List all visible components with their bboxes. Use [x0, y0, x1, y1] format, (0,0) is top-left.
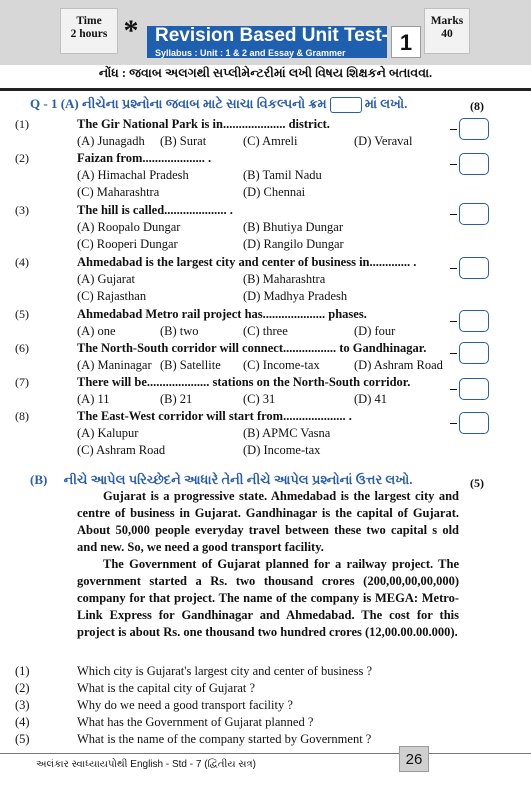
question-text: What is the capital city of Gujarat ?	[77, 681, 256, 695]
marks-value: 40	[441, 28, 453, 40]
time-label: Time	[76, 15, 102, 27]
question-text: The Gir National Park is in.................... district.	[77, 117, 330, 131]
option-b: (B) two	[160, 324, 199, 338]
option-c: (C) Rooperi Dungar	[77, 237, 178, 251]
option-d: (D) 41	[354, 392, 387, 406]
option-a: (A) Kalupur	[77, 426, 139, 440]
question-text: The North-South corridor will connect................. to Gandhinagar.	[77, 341, 427, 355]
question-number: (5)	[15, 307, 29, 321]
question-text: There will be.................... stations on the North-South corridor.	[77, 375, 411, 389]
option-d: (D) Veraval	[354, 134, 413, 148]
unit-number: 1	[391, 26, 421, 58]
option-d: (D) Income-tax	[243, 443, 321, 457]
question-text: What has the Government of Gujarat planned ?	[77, 715, 314, 729]
option-c: (C) Ashram Road	[77, 443, 166, 457]
option-b: (B) Satellite	[160, 358, 221, 372]
option-b: (B) 21	[160, 392, 193, 406]
answer-box[interactable]	[459, 118, 489, 140]
option-b: (B) Maharashtra	[243, 272, 326, 286]
option-c: (C) Income-tax	[243, 358, 320, 372]
question-text: What is the name of the company started by Government ?	[77, 732, 372, 746]
question-text: The East-West corridor will start from.................... .	[77, 409, 352, 423]
option-a: (A) 11	[77, 392, 110, 406]
option-d: (D) Chennai	[243, 185, 306, 199]
option-c: (C) Rajasthan	[77, 289, 147, 303]
section-b-heading	[30, 472, 412, 488]
section-a-heading-suffix: માં લખો.	[364, 96, 408, 111]
option-d: (D) four	[354, 324, 396, 338]
question-text: The hill is called.................... .	[77, 203, 233, 217]
footer-divider	[0, 753, 531, 754]
section-b-marks: (5)	[470, 476, 484, 490]
option-b: (B) Tamil Nadu	[243, 168, 322, 182]
option-d: (D) Ashram Road	[354, 358, 443, 372]
option-a: (A) Junagadh	[77, 134, 145, 148]
question-number: (5)	[15, 732, 30, 746]
question-text: Why do we need a good transport facility ?	[77, 698, 293, 712]
passage-paragraph: Gujarat is a progressive state. Ahmedabad is the largest city and centre of business in Gujarat. Gandhinagar is the capital of Gujarat. About 50,000 people everyday travel between these two capital s old and new. So, we need a good transport facility.	[77, 489, 459, 554]
syllabus-line: Syllabus : Unit : 1 & 2 and Essay & Grammer	[155, 48, 346, 58]
question-text: Faizan from.................... .	[77, 151, 212, 165]
time-box	[60, 8, 118, 54]
question-number: (4)	[15, 715, 30, 729]
question-number: (1)	[15, 117, 29, 131]
title-banner	[147, 26, 387, 58]
section-b-label: (B)	[30, 472, 48, 487]
answer-box[interactable]	[459, 342, 489, 364]
option-a: (A) one	[77, 324, 116, 338]
header-divider	[0, 88, 531, 91]
option-c: (C) Maharashtra	[77, 185, 160, 199]
question-number: (3)	[15, 698, 30, 712]
section-a-heading	[30, 96, 407, 113]
answer-box[interactable]	[459, 153, 489, 175]
option-a: (A) Roopalo Dungar	[77, 220, 181, 234]
time-value: 2 hours	[70, 28, 108, 40]
option-d: (D) Madhya Pradesh	[243, 289, 348, 303]
section-a-marks: (8)	[470, 99, 484, 113]
page-title: Revision Based Unit Test-	[155, 25, 388, 46]
instruction-note: નોંધ : જવાબ અલગથી સપ્લીમેન્ટરીમાં લખી વિષય શિક્ષકને બતાવવા.	[98, 66, 433, 80]
answer-box[interactable]	[459, 378, 489, 400]
passage	[77, 488, 459, 641]
marks-box	[424, 8, 470, 54]
question-number: (2)	[15, 151, 29, 165]
page-number: 26	[399, 746, 429, 772]
question-number: (8)	[15, 409, 29, 423]
section-b-heading-text: નીચે આપેલ પરિચ્છેદને આધારે તેની નીચે આપેલ પ્રશ્નોનાં ઉત્તર લખો.	[63, 472, 413, 487]
passage-paragraph: The Government of Gujarat planned for a railway project. The government started a Rs. two thousand crores (200,00,00,00,000) company for that project. The name of the company is MEGA: Metro-Link Express for Gandhinagar and Ahmedabad. The cost for this project is about Rs. one thousand two hundred crores (12,00.00.00.000).	[77, 557, 459, 639]
question-number: (7)	[15, 375, 29, 389]
option-a: (A) Himachal Pradesh	[77, 168, 189, 182]
option-a: (A) Maninagar	[77, 358, 152, 372]
option-c: (C) Amreli	[243, 134, 298, 148]
star-icon: *	[123, 14, 139, 47]
question-number: (4)	[15, 255, 29, 269]
option-b: (B) Bhutiya Dungar	[243, 220, 343, 234]
question-number: (6)	[15, 341, 29, 355]
answer-box[interactable]	[459, 257, 489, 279]
question-number: (2)	[15, 681, 30, 695]
section-a-heading-text: Q - 1 (A) નીચેના પ્રશ્નોના જવાબ માટે સાચા વિકલ્પનો ક્રમ	[30, 96, 327, 111]
question-text: Which city is Gujarat's largest city and center of business ?	[77, 664, 372, 678]
marks-label: Marks	[430, 15, 464, 27]
question-text: Ahmedabad is the largest city and center of business in............. .	[77, 255, 417, 269]
footer-text: અલંકાર સ્વાધ્યાયપોથી English - Std - 7 (દ્વિતીય સત્ર)	[36, 759, 256, 770]
option-c: (C) 31	[243, 392, 276, 406]
option-b: (B) APMC Vasna	[243, 426, 331, 440]
answer-box[interactable]	[459, 203, 489, 225]
question-text: Ahmedabad Metro rail project has.................... phases.	[77, 307, 367, 321]
option-c: (C) three	[243, 324, 288, 338]
option-d: (D) Rangilo Dungar	[243, 237, 344, 251]
question-number: (1)	[15, 664, 30, 678]
answer-blank-icon	[330, 97, 362, 113]
answer-box[interactable]	[459, 310, 489, 332]
answer-box[interactable]	[459, 412, 489, 434]
question-number: (3)	[15, 203, 29, 217]
option-a: (A) Gujarat	[77, 272, 135, 286]
option-b: (B) Surat	[160, 134, 207, 148]
